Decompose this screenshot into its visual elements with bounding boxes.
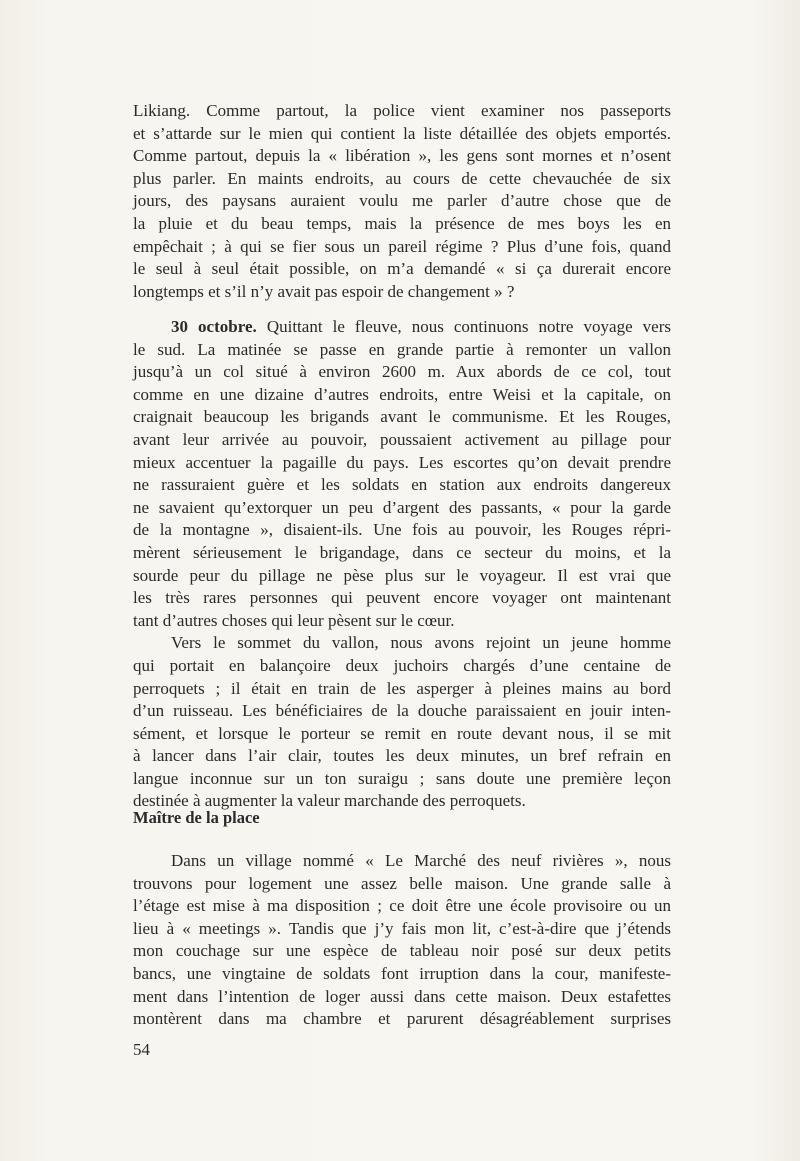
text-line: comme en une dizaine d’autres endroits, entre Weisi et la capitale, on (133, 384, 671, 404)
text-line: mèrent sérieusement le brigandage, dans ce secteur du moins, et la (133, 542, 671, 562)
text-line: le sud. La matinée se passe en grande partie à remonter un vallon (133, 339, 671, 359)
text-line: ne savaient qu’extorquer un peu d’argent des passants, « pour la garde (133, 497, 671, 517)
text-line: et s’attarde sur le mien qui contient la liste détaillée des objets emportés. (133, 123, 671, 143)
text-line: perroquets ; il était en train de les asperger à pleines mains au bord (133, 678, 671, 698)
text-line: ne rassuraient guère et les soldats en station aux endroits dangereux (133, 475, 671, 495)
text-line: les très rares personnes qui peuvent encore voyager ont maintenant (133, 588, 671, 608)
text-line: Comme partout, depuis la « libération », les gens sont mornes et n’osent (133, 146, 671, 166)
paragraph-30-octobre (133, 316, 671, 813)
text-line: craignait beaucoup les brigands avant le communisme. Et les Rouges, (133, 407, 671, 427)
text-line: de la montagne », disaient-ils. Une fois au pouvoir, les Rouges répri- (133, 520, 671, 540)
text-line: Dans un village nommé « Le Marché des neuf rivières », nous (171, 851, 671, 870)
text-line: sément, et lorsque le porteur se remit en route devant nous, il se mit (133, 723, 671, 743)
text-line: empêchait ; à qui se fier sous un pareil régime ? Plus d’une fois, quand (133, 236, 671, 256)
text-line: ment dans l’intention de loger aussi dans cette maison. Deux estafettes (133, 986, 671, 1006)
text-line: langue inconnue sur un ton suraigu ; sans doute une première leçon (133, 768, 671, 788)
text-line: mieux accentuer la pagaille du pays. Les escortes qu’on devait prendre (133, 452, 671, 472)
text-line: le seul à seul était possible, on m’a demandé « si ça durerait encore (133, 259, 671, 279)
text-line: trouvons pour logement une assez belle maison. Une grande salle à (133, 873, 671, 893)
paragraph-likiang (133, 100, 671, 303)
text-line: à lancer dans l’air clair, toutes les deux minutes, un bref refrain en (133, 746, 671, 766)
text-line: Likiang. Comme partout, la police vient examiner nos passeports (133, 101, 671, 120)
text-line: montèrent dans ma chambre et parurent désagréablement surprises (133, 1009, 671, 1029)
text-line: d’un ruisseau. Les bénéficiaires de la douche paraissaient en jouir inten- (133, 701, 671, 721)
paragraph-marche (133, 850, 671, 1031)
text-line: Vers le sommet du vallon, nous avons rejoint un jeune homme (171, 633, 671, 653)
text-line: l’étage est mise à ma disposition ; ce doit être une école provisoire ou un (133, 896, 671, 916)
text-line: plus parler. En maints endroits, au cours de cette chevauchée de six (133, 168, 671, 188)
text-line: sourde peur du pillage ne pèse plus sur le voyageur. Il est vrai que (133, 565, 671, 585)
text-line-with-date (133, 316, 671, 339)
text-line: longtemps et s’il n’y avait pas espoir de changement » ? (133, 281, 515, 301)
text-line: lieu à « meetings ». Tandis que j’y fais mon lit, c’est-à-dire que j’étends (133, 918, 671, 938)
page-number: 54 (133, 1040, 150, 1059)
date-heading: 30 octobre. (171, 317, 257, 336)
text-line: la pluie et du beau temps, mais la présence de mes boys les en (133, 213, 671, 233)
text-line: tant d’autres choses qui leur pèsent sur le cœur. (133, 610, 455, 630)
text-line: jours, des paysans auraient voulu me parler d’autre chose que de (133, 191, 671, 211)
text-line: jusqu’à un col situé à environ 2600 m. Aux abords de ce col, tout (133, 362, 671, 382)
section-heading: Maître de la place (133, 808, 260, 827)
text-line: destinée à augmenter la valeur marchande des perroquets. (133, 791, 526, 811)
text-line: qui portait en balançoire deux juchoirs chargés d’une centaine de (133, 655, 671, 675)
text-line: bancs, une vingtaine de soldats font irruption dans la cour, manifeste- (133, 963, 671, 983)
text-line: avant leur arrivée au pouvoir, poussaient activement au pillage pour (133, 429, 671, 449)
text-fragment: Quittant le fleuve, nous continuons notre voyage vers (256, 317, 671, 336)
text-line: mon couchage sur une espèce de tableau noir posé sur deux petits (133, 941, 671, 961)
